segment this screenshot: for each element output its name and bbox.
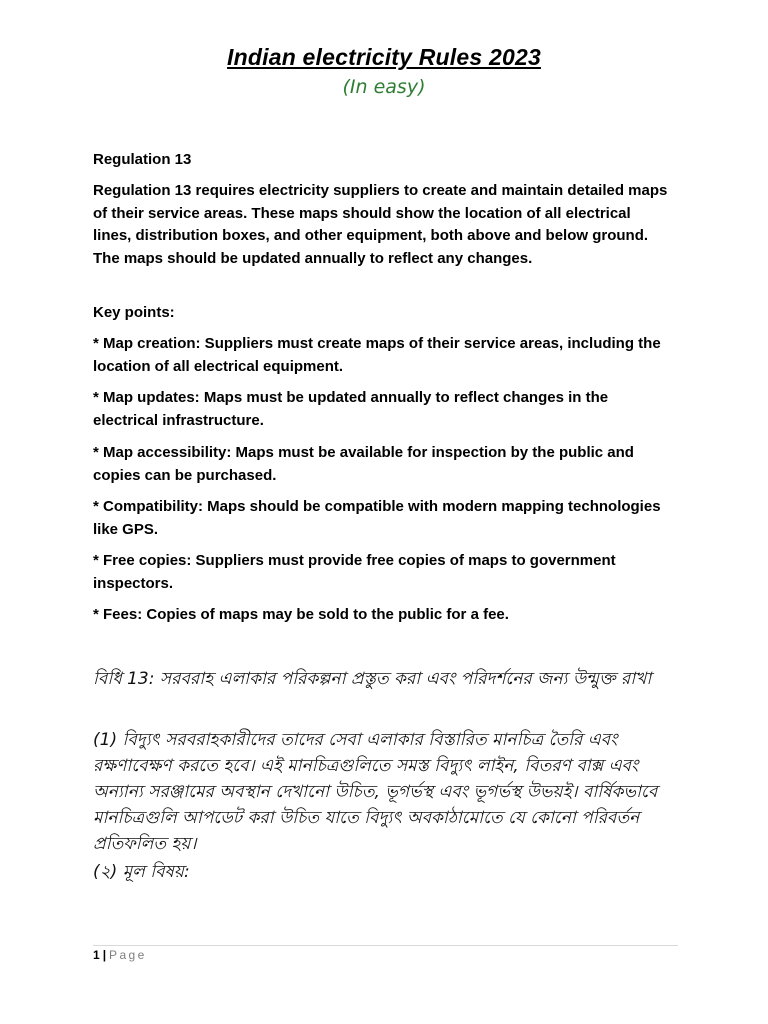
bengali-paragraph-1: (1) বিদ্যুৎ সরবরাহকারীদের তাদের সেবা এলাকার বিস্তারিত মানচিত্র তৈরি এবং রক্ষণাবেক্ষণ করতে হবে। এই মানচিত্রগুলিতে সমস্ত বিদ্যুৎ লাইন, বিতরণ বাক্স এবং অন্যান্য সরঞ্জামের অবস্থান দেখানো উচিত, ভূগর্ভস্থ এবং ভূগর্ভস্থ উভয়ই। বার্ষিকভাবে মানচিত্রগুলি আপডেট করা উচিত যাতে বিদ্যুৎ অবকাঠামোতে যে কোনো পরিবর্তন প্রতিফলিত হয়।: [93, 730, 658, 854]
page-footer: [93, 948, 147, 962]
intro-paragraph: Regulation 13 requires electricity suppliers to create and maintain detailed maps of their service areas. These maps should show the location of all electrical lines, distribution boxes, and other equipment, both above and below ground. The maps should be updated annually to reflect any changes.: [93, 182, 668, 267]
key-point: * Map updates: Maps must be updated annually to reflect changes in the electrical infrastructure.: [93, 389, 609, 429]
key-point: * Fees: Copies of maps may be sold to the public for a fee.: [93, 606, 509, 623]
page-label: Page: [109, 948, 147, 962]
bengali-paragraph-2: (২) মূল বিষয়:: [93, 862, 190, 882]
key-point: * Map creation: Suppliers must create maps of their service areas, including the location of all electrical equipment.: [93, 335, 661, 375]
key-point: * Map accessibility: Maps must be available for inspection by the public and copies can be purchased.: [93, 444, 634, 484]
document-title: Indian electricity Rules 2023: [227, 44, 541, 70]
section-heading: Regulation 13: [93, 151, 192, 168]
key-point: * Free copies: Suppliers must provide free copies of maps to government inspectors.: [93, 552, 616, 592]
key-points-label: Key points:: [93, 304, 175, 321]
key-point: * Compatibility: Maps should be compatible with modern mapping technologies like GPS.: [93, 498, 661, 538]
bengali-heading: বিধি 13: সরবরাহ এলাকার পরিকল্পনা প্রস্তুত করা এবং পরিদর্শনের জন্য উন্মুক্ত রাখা: [93, 669, 652, 689]
document-subtitle: (In easy): [342, 76, 426, 98]
footer-separator: |: [102, 948, 107, 962]
page-number: 1: [93, 948, 100, 962]
footer-divider: [93, 945, 678, 946]
